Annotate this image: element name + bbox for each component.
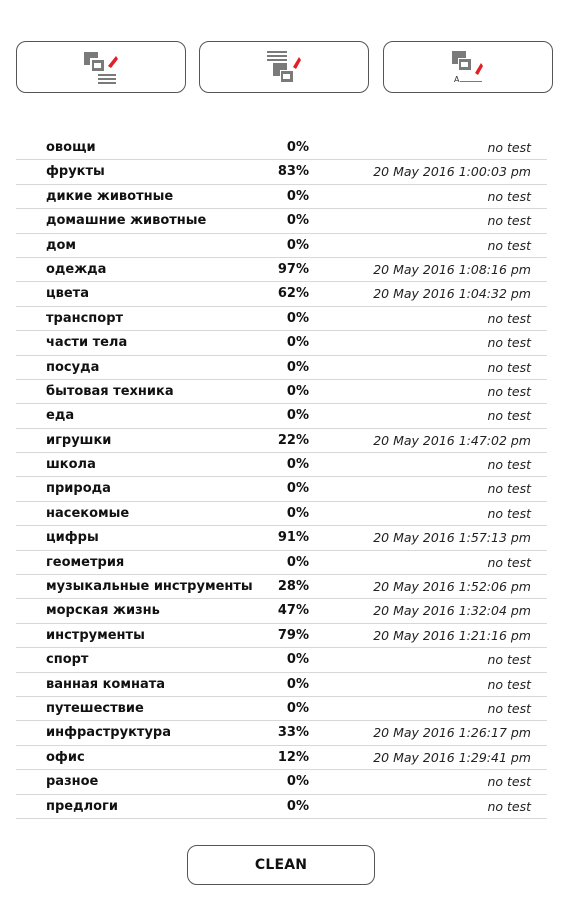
table-row[interactable] <box>16 160 547 184</box>
category-name: природа <box>46 481 111 497</box>
score-percent: 0% <box>286 383 309 399</box>
score-percent: 0% <box>286 652 309 668</box>
table-row[interactable] <box>16 502 547 526</box>
table-row[interactable] <box>16 526 547 550</box>
svg-text:A: A <box>454 75 460 84</box>
score-percent: 0% <box>286 457 309 473</box>
category-name: игрушки <box>46 432 112 448</box>
category-name: морская жизнь <box>46 603 160 619</box>
last-test-date: 20 May 2016 1:21:16 pm <box>373 627 531 643</box>
table-row[interactable] <box>16 282 547 306</box>
category-name: цвета <box>46 286 89 302</box>
last-test-date: no test <box>487 237 531 253</box>
table-row[interactable] <box>16 136 547 160</box>
last-test-date: 20 May 2016 1:08:16 pm <box>373 261 531 277</box>
last-test-date: no test <box>487 774 531 790</box>
last-test-date: no test <box>487 700 531 716</box>
last-test-date: no test <box>487 140 531 155</box>
score-percent: 0% <box>286 310 309 326</box>
last-test-date: 20 May 2016 1:47:02 pm <box>373 432 531 448</box>
last-test-date: 20 May 2016 1:32:04 pm <box>373 603 531 619</box>
category-name: музыкальные инструменты <box>46 579 253 595</box>
last-test-date: 20 May 2016 1:52:06 pm <box>373 579 531 595</box>
category-name: дом <box>46 237 77 253</box>
score-percent: 62% <box>277 286 309 302</box>
category-name: овощи <box>46 140 96 155</box>
results-table <box>16 136 547 819</box>
last-test-date: 20 May 2016 1:00:03 pm <box>373 164 531 180</box>
last-test-date: no test <box>487 652 531 668</box>
last-test-date: no test <box>487 457 531 473</box>
category-name: ванная комната <box>46 676 166 692</box>
table-row[interactable] <box>16 721 547 745</box>
category-name: насекомые <box>46 505 130 521</box>
table-row[interactable] <box>16 477 547 501</box>
score-percent: 0% <box>286 188 309 204</box>
table-row[interactable] <box>16 697 547 721</box>
text-to-image-button[interactable] <box>199 41 369 93</box>
table-row[interactable] <box>16 746 547 770</box>
score-percent: 28% <box>277 579 309 595</box>
score-percent: 22% <box>277 432 309 448</box>
last-test-date: no test <box>487 335 531 351</box>
score-percent: 0% <box>286 774 309 790</box>
score-percent: 0% <box>286 140 309 155</box>
category-name: инфраструктура <box>46 725 171 741</box>
score-percent: 91% <box>277 530 309 546</box>
last-test-date: no test <box>487 505 531 521</box>
table-row[interactable] <box>16 648 547 672</box>
table-row[interactable] <box>16 380 547 404</box>
score-percent: 79% <box>277 627 309 643</box>
table-row[interactable] <box>16 770 547 794</box>
image-to-text-icon <box>81 50 121 84</box>
category-name: части тела <box>46 335 128 351</box>
last-test-date: no test <box>487 213 531 229</box>
table-row[interactable] <box>16 331 547 355</box>
score-percent: 83% <box>277 164 309 180</box>
table-row[interactable] <box>16 673 547 697</box>
last-test-date: 20 May 2016 1:04:32 pm <box>373 286 531 302</box>
table-row[interactable] <box>16 453 547 477</box>
category-name: спорт <box>46 652 89 668</box>
image-to-spelling-icon <box>448 49 488 85</box>
table-row[interactable] <box>16 624 547 648</box>
category-name: путешествие <box>46 700 144 716</box>
category-name: дикие животные <box>46 188 174 204</box>
table-row[interactable] <box>16 307 547 331</box>
table-row[interactable] <box>16 599 547 623</box>
category-name: предлоги <box>46 798 118 814</box>
table-row[interactable] <box>16 575 547 599</box>
last-test-date: no test <box>487 188 531 204</box>
score-percent: 33% <box>277 725 309 741</box>
category-name: фрукты <box>46 164 105 180</box>
score-percent: 0% <box>286 335 309 351</box>
image-to-spelling-button[interactable] <box>383 41 553 93</box>
table-row[interactable] <box>16 258 547 282</box>
last-test-date: no test <box>487 481 531 497</box>
score-percent: 0% <box>286 237 309 253</box>
last-test-date: no test <box>487 798 531 814</box>
last-test-date: 20 May 2016 1:57:13 pm <box>373 530 531 546</box>
score-percent: 12% <box>277 749 309 765</box>
category-name: одежда <box>46 261 107 277</box>
clean-button[interactable]: CLEAN <box>187 845 375 885</box>
table-row[interactable] <box>16 234 547 258</box>
last-test-date: 20 May 2016 1:29:41 pm <box>373 749 531 765</box>
score-percent: 0% <box>286 481 309 497</box>
table-row[interactable] <box>16 185 547 209</box>
last-test-date: no test <box>487 676 531 692</box>
category-name: школа <box>46 457 96 473</box>
table-row[interactable] <box>16 356 547 380</box>
score-percent: 0% <box>286 676 309 692</box>
score-percent: 0% <box>286 798 309 814</box>
category-name: геометрия <box>46 554 125 570</box>
last-test-date: no test <box>487 310 531 326</box>
last-test-date: no test <box>487 359 531 375</box>
score-percent: 97% <box>277 261 309 277</box>
category-name: домашние животные <box>46 213 207 229</box>
category-name: посуда <box>46 359 100 375</box>
score-percent: 0% <box>286 554 309 570</box>
category-name: офис <box>46 749 85 765</box>
table-row[interactable] <box>16 429 547 453</box>
last-test-date: 20 May 2016 1:26:17 pm <box>373 725 531 741</box>
category-name: цифры <box>46 530 99 546</box>
score-percent: 0% <box>286 700 309 716</box>
mode-toolbar <box>16 41 553 95</box>
category-name: транспорт <box>46 310 124 326</box>
score-percent: 0% <box>286 213 309 229</box>
table-row[interactable] <box>16 795 547 819</box>
last-test-date: no test <box>487 383 531 399</box>
score-percent: 47% <box>277 603 309 619</box>
category-name: инструменты <box>46 627 145 643</box>
category-name: еда <box>46 408 75 424</box>
image-to-text-button[interactable] <box>16 41 186 93</box>
score-percent: 0% <box>286 505 309 521</box>
table-row[interactable] <box>16 404 547 428</box>
category-name: разное <box>46 774 99 790</box>
table-row[interactable] <box>16 551 547 575</box>
last-test-date: no test <box>487 408 531 424</box>
score-percent: 0% <box>286 359 309 375</box>
score-percent: 0% <box>286 408 309 424</box>
last-test-date: no test <box>487 554 531 570</box>
category-name: бытовая техника <box>46 383 174 399</box>
text-to-image-icon <box>264 49 304 85</box>
table-row[interactable] <box>16 209 547 233</box>
